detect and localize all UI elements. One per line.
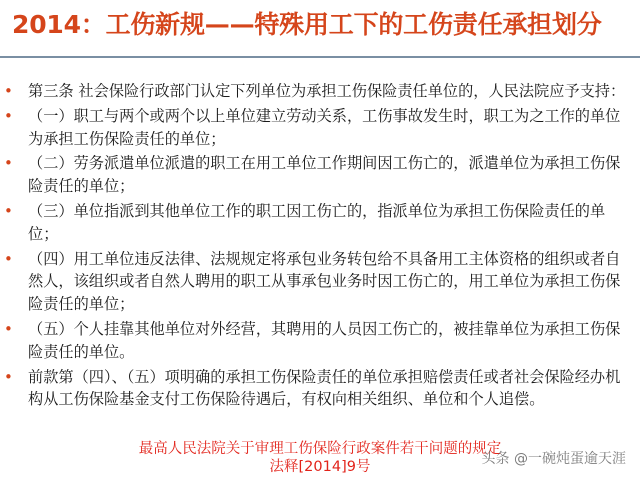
provision-item-2	[0, 152, 640, 198]
provision-list	[0, 80, 640, 413]
provision-item-4	[0, 248, 640, 316]
provision-text: （一）职工与两个或两个以上单位建立劳动关系，工伤事故发生时，职工为之工作的单位为承担工伤保险责任的单位；	[28, 106, 621, 148]
provision-text: 前款第（四）、（五）项明确的承担工伤保险责任的单位承担赔偿责任或者社会保险经办机构从工伤保险基金支付工伤保险待遇后，有权向相关组织、单位和个人追偿。	[28, 367, 621, 409]
caption-regulation-name: 最高人民法院关于审理工伤保险行政案件若干问题的规定	[138, 441, 502, 457]
provision-text: （四）用工单位违反法律、法规规定将承包业务转包给不具备用工主体资格的组织或者自然人，该组织或者自然人聘用的职工从事承包业务时因工伤亡的，用工单位为承担工伤保险责任的单位；	[28, 249, 621, 314]
watermark-text: 头条 @一碗炖蛋逾天涯	[481, 451, 626, 467]
watermark	[482, 450, 626, 468]
provision-text: （五）个人挂靠其他单位对外经营，其聘用的人员因工伤亡的，被挂靠单位为承担工伤保险责任的单位。	[28, 319, 621, 361]
bullet-icon: •	[4, 154, 13, 173]
provision-item-article3	[0, 80, 640, 103]
caption-document-number: 法释[2014]9号	[269, 459, 371, 475]
bullet-icon: •	[4, 201, 13, 220]
bullet-icon: •	[4, 249, 13, 268]
provision-item-recourse	[0, 366, 640, 412]
provision-text: （二）劳务派遣单位派遣的职工在用工单位工作期间因工伤亡的，派遣单位为承担工伤保险责任的单位；	[28, 154, 621, 196]
bullet-icon: •	[4, 319, 13, 338]
provision-text: 第三条 社会保险行政部门认定下列单位为承担工伤保险责任单位的，人民法院应予支持：	[28, 82, 626, 100]
provision-item-5	[0, 318, 640, 364]
bullet-icon: •	[4, 106, 13, 125]
bullet-icon: •	[4, 82, 13, 100]
title-divider	[0, 56, 640, 58]
bullet-icon: •	[4, 367, 13, 386]
provision-item-3	[0, 200, 640, 246]
slide-title: 2014：工伤新规——特殊用工下的工伤责任承担划分	[12, 10, 602, 39]
provision-item-1	[0, 105, 640, 151]
provision-text: （三）单位指派到其他单位工作的职工因工伤亡的，指派单位为承担工伤保险责任的单位；	[28, 201, 606, 243]
